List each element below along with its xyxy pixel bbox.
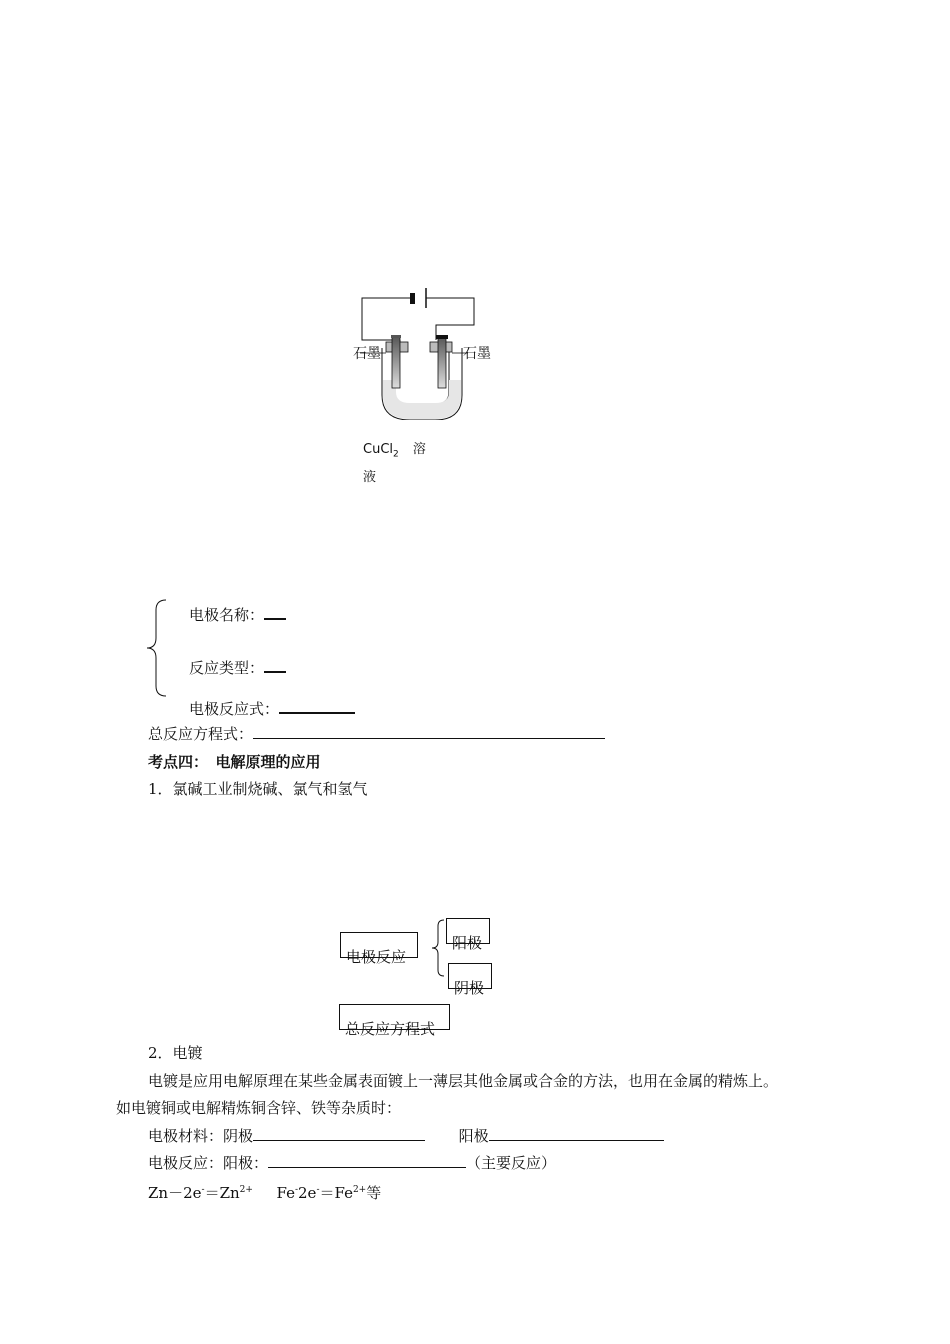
item2-title: 2．电镀 xyxy=(148,1044,203,1062)
electrode-reaction-row: 电极反应：阳极： （主要反应） xyxy=(148,1154,557,1172)
brace-item-electrode-reaction: 电极反应式： xyxy=(189,698,355,719)
total-equation-box-label: 总反应方程式 xyxy=(345,1020,436,1038)
plating-paragraph-line1: 电镀是应用电解原理在某些金属表面镀上一薄层其他金属或合金的方法，也用在金属的精炼上。 xyxy=(148,1072,779,1090)
circuit-wire-right xyxy=(426,298,474,340)
circuit-wire xyxy=(362,298,410,340)
reactions-row: $Zn-2e^-=Zn^{2+}$ $Fe^-2e^-=Fe^{2+}$等 xyxy=(148,1184,382,1202)
solution-word1: 溶 xyxy=(412,442,426,457)
solution-subscript: 2 xyxy=(393,449,399,460)
blank-electrode-reaction[interactable] xyxy=(279,698,355,714)
solution-label-line2: 液 xyxy=(363,470,377,485)
solution-label xyxy=(363,438,426,460)
small-brace xyxy=(430,918,446,978)
solution-formula: CuCl xyxy=(363,442,394,457)
brace-item-reaction-type: 反应类型： xyxy=(189,657,286,678)
electrode-reaction-label: 电极反应 xyxy=(346,948,407,966)
cathode-label: 阴极 xyxy=(454,979,485,997)
anode-label: 阳极 xyxy=(452,934,483,952)
graphite-label-left: 石墨 xyxy=(353,346,381,362)
battery-negative xyxy=(410,293,415,304)
graphite-electrode-left xyxy=(392,336,400,388)
graphite-label-right: 石墨 xyxy=(463,346,491,362)
plating-paragraph-line2: 如电镀铜或电解精炼铜含锌、铁等杂质时： xyxy=(116,1099,402,1117)
blank-reaction-type[interactable] xyxy=(264,657,286,673)
electrode-material-row: 电极材料：阴极 阳极 xyxy=(148,1125,664,1146)
graphite-electrode-right xyxy=(438,336,446,388)
blank-electrode-name[interactable] xyxy=(264,604,286,620)
total-equation-row: 总反应方程式： xyxy=(148,723,605,744)
blank-anode-reaction[interactable] xyxy=(268,1153,466,1168)
blank-anode-material[interactable] xyxy=(489,1126,664,1141)
blank-total-equation[interactable] xyxy=(253,724,605,739)
brace-item-electrode-name: 电极名称： xyxy=(189,604,286,625)
item1-title: 1．氯碱工业制烧碱、氯气和氢气 xyxy=(148,780,368,798)
blank-cathode-material[interactable] xyxy=(253,1126,425,1141)
curly-brace xyxy=(142,598,172,698)
section4-title: 考点四： 电解原理的应用 xyxy=(148,753,321,771)
